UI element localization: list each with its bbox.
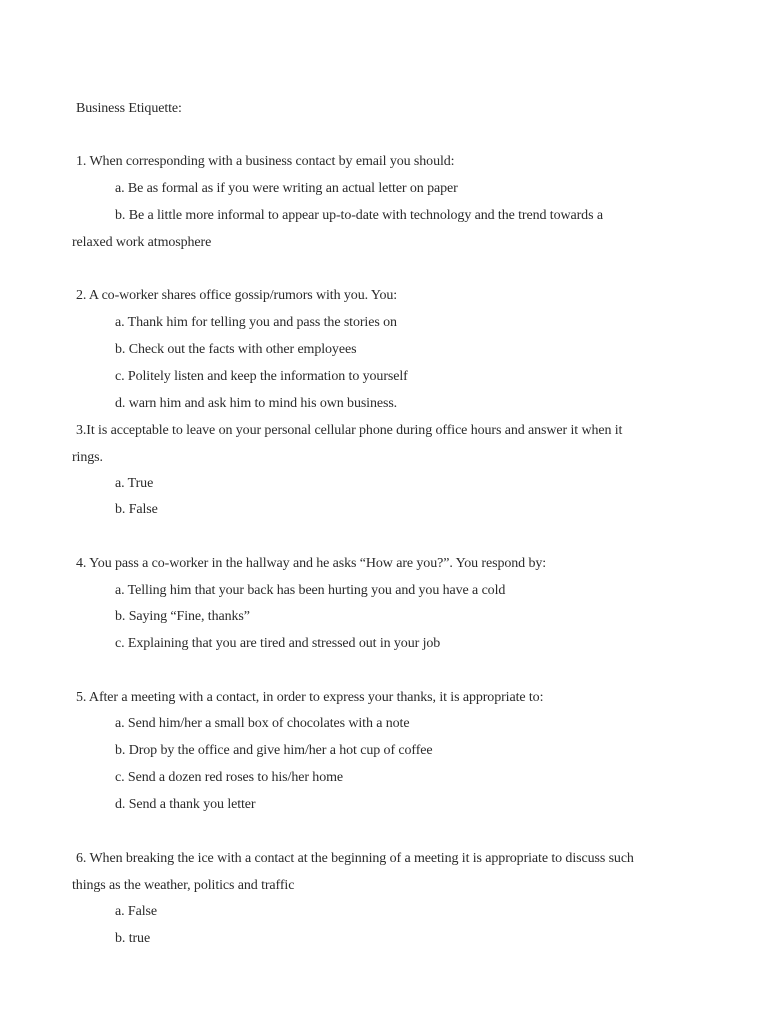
question-5-option-d: d. Send a thank you letter: [115, 797, 256, 812]
question-5-option-a: a. Send him/her a small box of chocolates with a note: [115, 716, 410, 731]
question-4-option-a: a. Telling him that your back has been hurting you and you have a cold: [115, 583, 506, 598]
question-3-stem-continued: rings.: [72, 450, 103, 465]
question-1-option-a: a. Be as formal as if you were writing an actual letter on paper: [115, 181, 458, 196]
question-2-option-a: a. Thank him for telling you and pass the stories on: [115, 315, 397, 330]
question-1-option-b: b. Be a little more informal to appear up-to-date with technology and the trend towards a: [115, 208, 603, 223]
question-4-stem: 4. You pass a co-worker in the hallway and he asks “How are you?”. You respond by:: [76, 556, 547, 571]
question-3-stem: 3.It is acceptable to leave on your personal cellular phone during office hours and answer it when it: [76, 423, 623, 438]
question-2-option-d: d. warn him and ask him to mind his own business.: [115, 396, 398, 411]
question-2-stem: 2. A co-worker shares office gossip/rumors with you. You:: [76, 288, 398, 303]
question-6-option-b: b. true: [115, 931, 151, 946]
question-3-option-a: a. True: [115, 476, 154, 491]
question-1-option-b-continued: relaxed work atmosphere: [72, 235, 212, 250]
question-4-option-b: b. Saying “Fine, thanks”: [115, 609, 250, 624]
question-6-option-a: a. False: [115, 904, 157, 919]
question-6-stem-continued: things as the weather, politics and traffic: [72, 878, 295, 893]
question-5-option-c: c. Send a dozen red roses to his/her home: [115, 770, 344, 785]
question-2-option-b: b. Check out the facts with other employees: [115, 342, 357, 357]
question-2-option-c: c. Politely listen and keep the information to yourself: [115, 369, 408, 384]
document-title: Business Etiquette:: [76, 101, 182, 116]
question-4-option-c: c. Explaining that you are tired and stressed out in your job: [115, 636, 441, 651]
question-5-option-b: b. Drop by the office and give him/her a hot cup of coffee: [115, 743, 433, 758]
question-5-stem: 5. After a meeting with a contact, in order to express your thanks, it is appropriate to:: [76, 690, 544, 705]
question-6-stem: 6. When breaking the ice with a contact at the beginning of a meeting it is appropriate to discuss such: [76, 851, 634, 866]
question-1-stem: 1. When corresponding with a business contact by email you should:: [76, 154, 455, 169]
question-3-option-b: b. False: [115, 502, 158, 517]
